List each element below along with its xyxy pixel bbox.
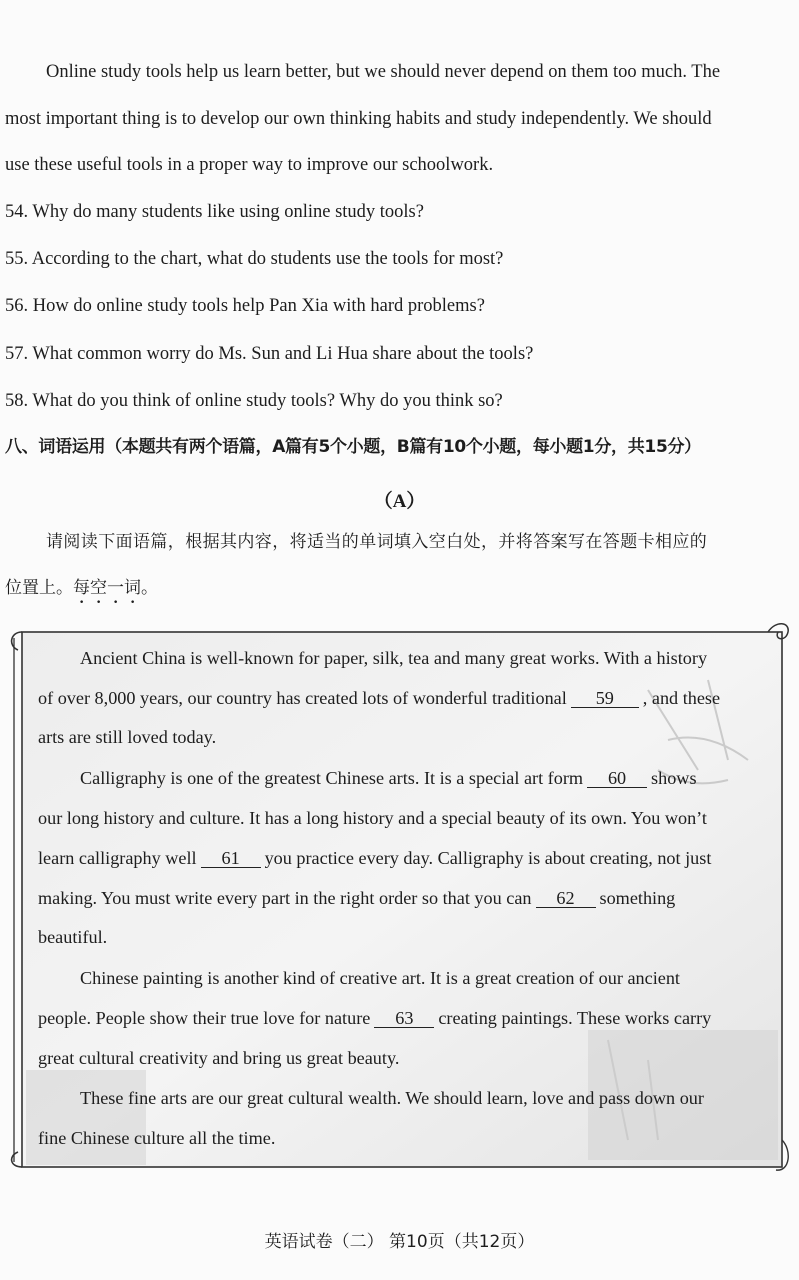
passage-line: learn calligraphy well 61 you practice every day. Calligraphy is about creating, not just bbox=[38, 848, 712, 868]
passage-line: people. People show their true love for nature 63 creating paintings. These works carry bbox=[38, 1008, 712, 1028]
emphasis-text: 每空一词 bbox=[73, 578, 141, 598]
passage-line: Calligraphy is one of the greatest Chinese arts. It is a special art form 60 shows bbox=[80, 768, 697, 788]
intro-line-3: use these useful tools in a proper way to improve our schoolwork. bbox=[5, 155, 494, 175]
intro-line-1 bbox=[46, 63, 785, 82]
passage-line: our long history and culture. It has a long history and a special beauty of its own. You won’t bbox=[38, 808, 707, 828]
passage-line: of over 8,000 years, our country has created lots of wonderful traditional 59 , and these bbox=[38, 688, 721, 708]
blank-59: 59 bbox=[571, 689, 639, 708]
question-54: 54. Why do many students like using online study tools? bbox=[5, 202, 424, 222]
passage-line: arts are still loved today. bbox=[38, 727, 217, 747]
question-55: 55. According to the chart, what do students use the tools for most? bbox=[5, 249, 504, 269]
blank-61: 61 bbox=[201, 849, 261, 868]
passage-line: These fine arts are our great cultural wealth. We should learn, love and pass down our bbox=[80, 1088, 704, 1108]
page-footer: 英语试卷（二） 第10页（共12页） bbox=[264, 1232, 535, 1252]
passage-line: great cultural creativity and bring us great beauty. bbox=[38, 1048, 400, 1068]
intro-line-2: most important thing is to develop our own thinking habits and study independently. We should bbox=[5, 109, 712, 129]
blank-60: 60 bbox=[587, 769, 647, 788]
blank-63: 63 bbox=[374, 1009, 434, 1028]
part-a-title: （A） bbox=[373, 491, 426, 512]
passage-line: fine Chinese culture all the time. bbox=[38, 1128, 276, 1148]
question-58: 58. What do you think of online study tools? Why do you think so? bbox=[5, 391, 503, 411]
instruction-line-2: 位置上。每空一词。 bbox=[5, 578, 158, 598]
passage-line: beautiful. bbox=[38, 927, 108, 947]
section-heading: 八、词语运用（本题共有两个语篇，A篇有5个小题，B篇有10个小题，每小题1分，共15分） bbox=[5, 437, 701, 457]
passage-line: Chinese painting is another kind of creative art. It is a great creation of our ancient bbox=[80, 968, 680, 988]
intro-text: Online study tools help us learn better, but we should never depend on them too much. The bbox=[46, 62, 721, 82]
question-56: 56. How do online study tools help Pan Xia with hard problems? bbox=[5, 296, 485, 316]
question-57: 57. What common worry do Ms. Sun and Li Hua share about the tools? bbox=[5, 344, 534, 364]
passage-line: making. You must write every part in the right order so that you can 62 something bbox=[38, 888, 676, 908]
instruction-line-1: 请阅读下面语篇，根据其内容，将适当的单词填入空白处，并将答案写在答题卡相应的 bbox=[46, 532, 708, 552]
passage-line: Ancient China is well-known for paper, silk, tea and many great works. With a history bbox=[80, 648, 708, 668]
blank-62: 62 bbox=[536, 889, 596, 908]
